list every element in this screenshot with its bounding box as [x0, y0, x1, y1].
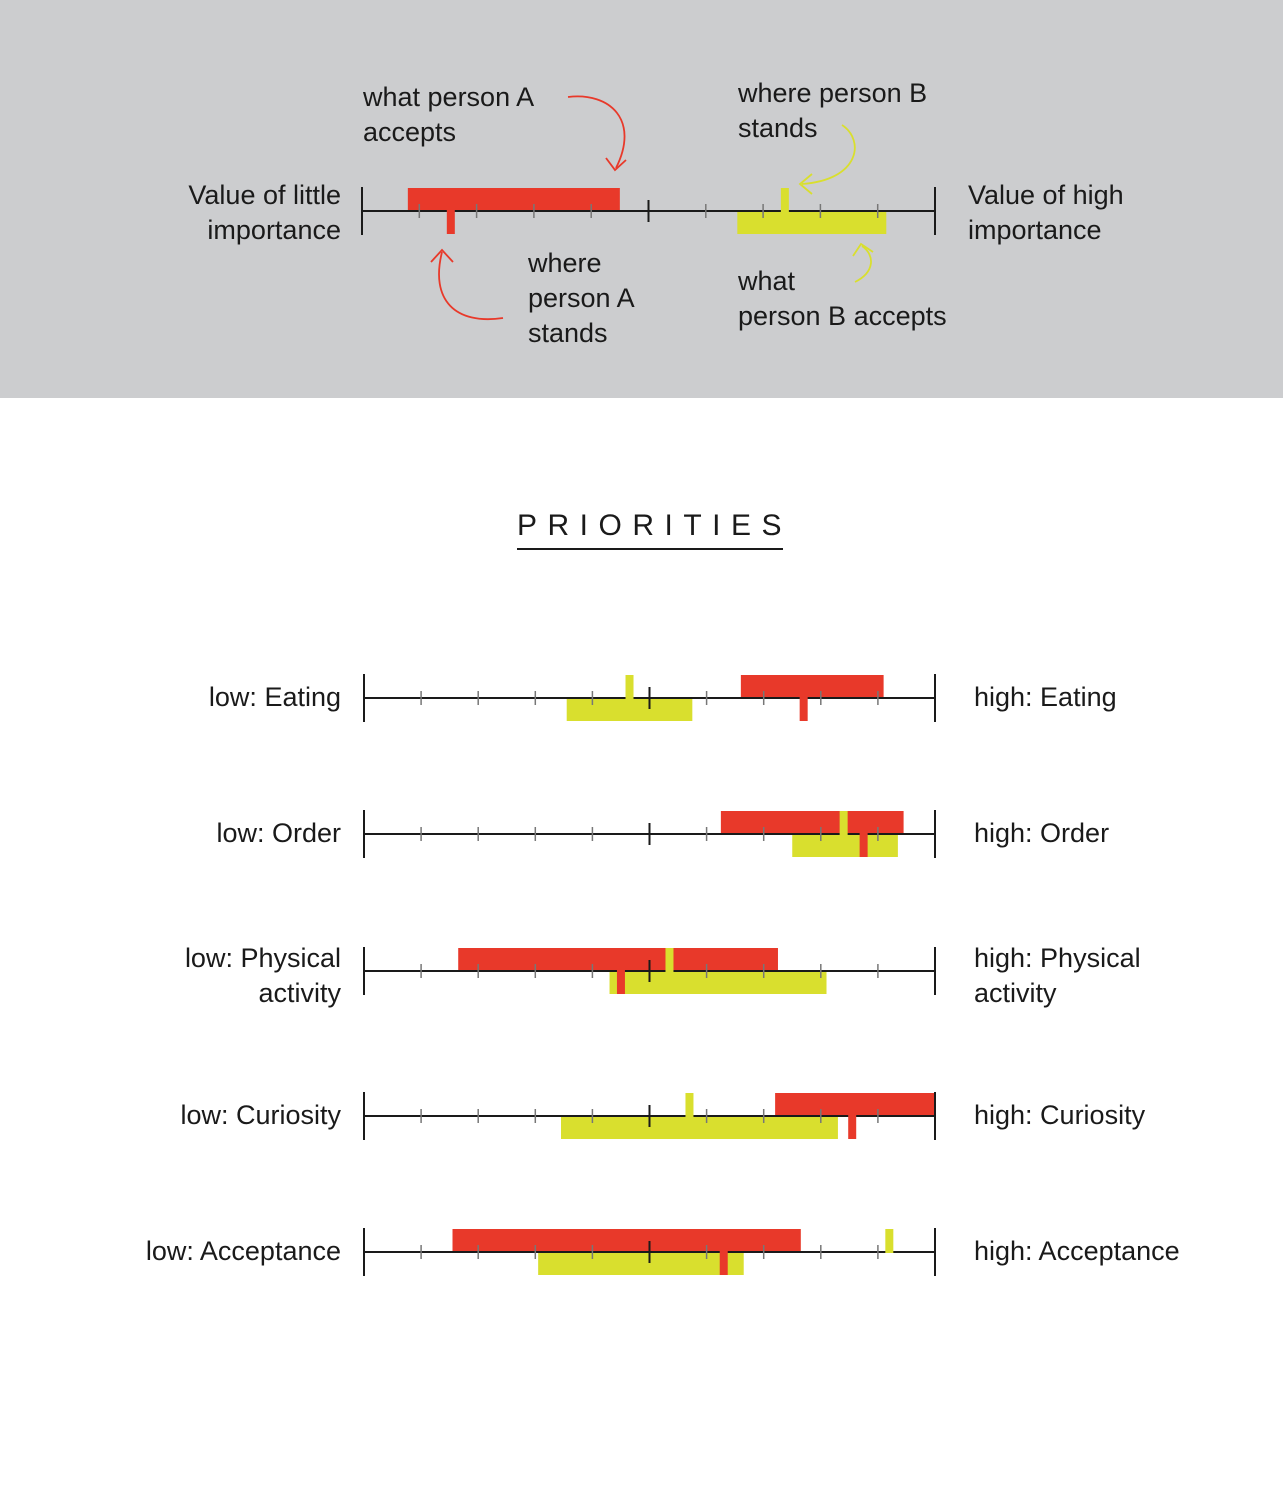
row-low-label: low: Acceptance	[145, 1236, 341, 1266]
row-low-label: low: Eating	[208, 682, 341, 712]
person-b-accepts-label: what person B accepts	[738, 266, 947, 331]
person-b-stand-marker	[885, 1229, 893, 1253]
row-high-label: high: Order	[974, 818, 1110, 848]
person-b-accept-bar	[538, 1252, 744, 1275]
person-a-accept-bar	[453, 1229, 801, 1252]
row-high-label: high: Acceptance	[974, 1236, 1180, 1266]
section-title: PRIORITIES	[517, 506, 783, 550]
row-low-label: low: Curiosity	[180, 1100, 341, 1130]
row-scale-group	[364, 1228, 935, 1276]
row-high-label: high: Eating	[974, 682, 1117, 712]
axis-low-label: Value of little importance	[188, 180, 341, 245]
person-a-stands-label: where person A stands	[528, 248, 635, 348]
row-high-label: high: Curiosity	[974, 1100, 1146, 1130]
person-a-stand-marker	[720, 1251, 728, 1275]
row-low-label: low: Physical activity	[184, 943, 341, 1008]
row-high-label: high: Physical activity	[974, 943, 1141, 1008]
person-b-stands-label: where person B stands	[738, 78, 928, 143]
row-low-label: low: Order	[216, 818, 341, 848]
person-a-accepts-label: what person A accepts	[363, 82, 535, 147]
axis-high-label: Value of high importance	[968, 180, 1124, 245]
